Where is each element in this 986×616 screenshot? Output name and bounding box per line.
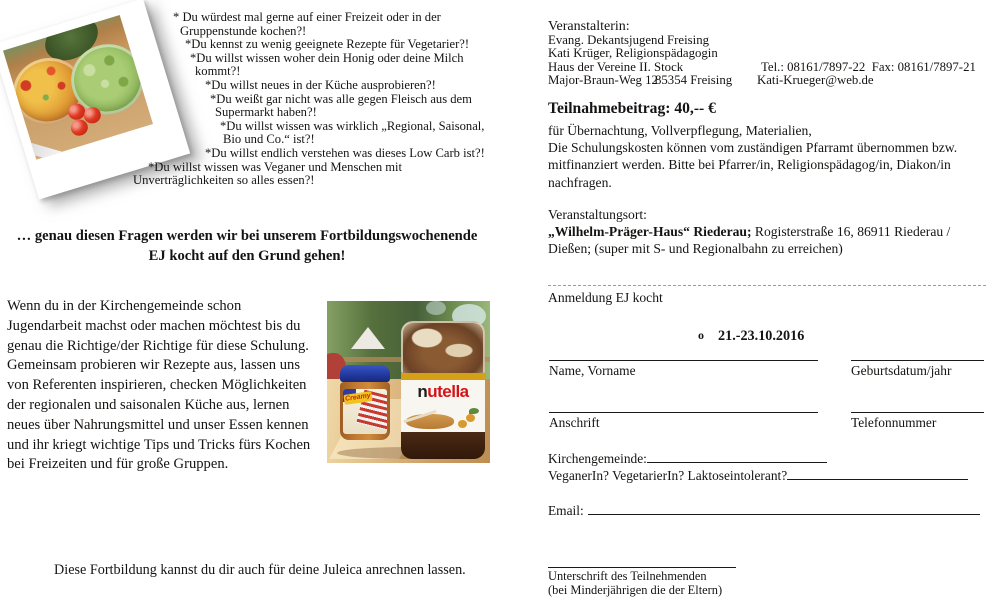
leaf	[469, 408, 479, 414]
phone-field	[851, 412, 984, 431]
cut-line	[548, 285, 986, 286]
bullet-icon: o	[698, 328, 704, 342]
intro-question-line: *Du willst endlich verstehen was dieses Low Carb ist?!	[205, 145, 485, 160]
nutella-label-band	[401, 373, 485, 380]
event-headline	[0, 227, 494, 266]
spreads-photo	[327, 301, 490, 463]
venue-name: „Wilhelm-Präger-Haus“ Riederau;	[548, 224, 752, 240]
birthdate-field-label: Geburtsdatum/jahr	[851, 363, 952, 378]
nutella-jar-bottom	[401, 432, 485, 459]
organizer-phone-fax: Tel.: 08161/7897-22 Fax: 08161/7897-21	[761, 59, 976, 74]
knife	[26, 142, 69, 159]
intro-question-line: *Du willst wissen woher dein Honig oder deine Milch	[190, 50, 464, 65]
birthdate-field	[851, 360, 984, 379]
organizer-label: Veranstalterin:	[548, 19, 630, 34]
nutella-jar	[401, 321, 485, 457]
venue-section	[548, 206, 986, 258]
juleica-note: Diese Fortbildung kannst du dir auch für deine Juleica anrechnen lassen.	[54, 562, 466, 578]
right-column	[548, 0, 986, 616]
description-paragraph: Wenn du in der Kirchengemeinde schon Jugendarbeit machst oder machen möchtest bis du genau die Richtige/der Richtige für diese Schulung. Gemeinsam probieren wir Rezepte aus, lassen uns von Referenten inspirieren, checken Möglichkeiten der regionalen und saisonalen Küche aus, lernen neues über Nahrungsmittel und unser Essen kennen und ihr kriegt wichtige Tips und Tricks fürs Kochen bei Freizeiten und für große Gruppen.	[7, 298, 311, 473]
peanut-butter-lid	[340, 365, 390, 382]
organizer-email: Kati-Krueger@web.de	[757, 72, 874, 87]
diet-field-line	[787, 466, 968, 480]
event-date: 21.-23.10.2016	[718, 328, 805, 344]
email-field	[548, 501, 980, 519]
organizer-address-line1: Haus der Vereine II. Stock	[548, 59, 684, 74]
name-field-label: Name, Vorname	[549, 363, 636, 378]
event-date-row	[698, 327, 804, 345]
fee-includes: für Übernachtung, Vollverpflegung, Materialien,	[548, 123, 812, 138]
intro-question-line: Bio und Co.“ ist?!	[223, 132, 315, 147]
phone-field-label: Telefonnummer	[851, 415, 937, 430]
signature-line	[548, 567, 736, 568]
intro-question-line: *Du willst neues in der Küche ausprobieren?!	[205, 77, 436, 92]
intro-question-line: Gruppenstunde kochen?!	[180, 23, 307, 38]
address-field	[549, 412, 818, 431]
hazelnut	[466, 414, 475, 422]
diet-field	[548, 466, 968, 484]
fee-section	[548, 100, 986, 191]
peanut-butter-label	[343, 389, 387, 434]
address-field-label: Anschrift	[549, 415, 600, 430]
email-field-line	[588, 501, 980, 515]
organizer-address-line2: Major-Braun-Weg 12	[548, 72, 658, 87]
venue-details: Rogisterstraße 16, 86911 Riederau / Dießen; (super mit S- und Regionalbahn zu erreichen)	[548, 224, 951, 257]
peanut-butter-jar	[340, 365, 390, 445]
nutella-brand: nutella	[417, 382, 469, 401]
intro-question-line: * Du würdest mal gerne auf einer Freizeit oder in der	[173, 10, 441, 24]
organizer-contact-person: Kati Krüger, Religionspädagogin	[548, 46, 718, 61]
fee-note: Die Schulungskosten können vom zuständigen Pfarramt übernommen bzw. mitfinanziert werden. Bitte bei Pfarrer/in, Religionspädagog/in, Diakon/in nachfragen.	[548, 140, 958, 190]
diet-field-label: VeganerIn? VegetarierIn? Laktoseintolerant?	[548, 468, 788, 483]
parish-field	[548, 449, 827, 467]
intro-question-line: *Du willst wissen was Veganer und Menschen mit	[148, 159, 403, 174]
email-field-label: Email:	[548, 503, 584, 518]
intro-question-line: *Du kennst zu wenig geeignete Rezepte für Vegetarier?!	[185, 37, 470, 52]
hazelnut	[458, 420, 467, 428]
organizer-section	[548, 19, 976, 87]
nutella-glass-top	[401, 321, 485, 373]
registration-form-title: Anmeldung EJ kocht	[548, 290, 663, 305]
parish-field-line	[647, 449, 827, 463]
organizer-name: Evang. Dekantsjugend Freising	[548, 33, 709, 48]
organizer-postal-city: 85354 Freising	[655, 72, 733, 87]
venue-label: Veranstaltungsort:	[548, 207, 647, 222]
nutella-label	[401, 380, 485, 432]
parish-field-label: Kirchengemeinde:	[548, 451, 647, 466]
tent	[351, 327, 385, 349]
intro-question-line: *Du weißt gar nicht was alle gegen Fleisch aus dem	[210, 91, 472, 106]
intro-questions	[130, 11, 484, 188]
signature-note: (bei Minderjährigen die der Eltern)	[548, 582, 723, 597]
event-headline-line1: … genau diesen Fragen werden wir bei unserem Fortbildungswochenende	[16, 228, 478, 244]
intro-question-line: *Du willst wissen was wirklich „Regional, Saisonal,	[220, 118, 485, 133]
intro-question-line: Supermarkt haben?!	[215, 105, 317, 120]
peanut-butter-body	[340, 382, 390, 440]
peanut-butter-brand: Creamy	[343, 391, 372, 405]
fee-title: Teilnahmebeitrag: 40,-- €	[548, 100, 716, 117]
name-field	[549, 360, 818, 379]
signature-field	[548, 567, 748, 598]
signature-label: Unterschrift des Teilnehmenden	[548, 569, 707, 583]
venue-text	[548, 223, 986, 257]
intro-question-line: kommt?!	[195, 64, 241, 79]
event-headline-line2: EJ kocht auf den Grund gehen!	[148, 247, 346, 264]
sky-patch	[426, 301, 446, 315]
intro-question-line: Unverträglichkeiten so alles essen?!	[133, 173, 315, 188]
